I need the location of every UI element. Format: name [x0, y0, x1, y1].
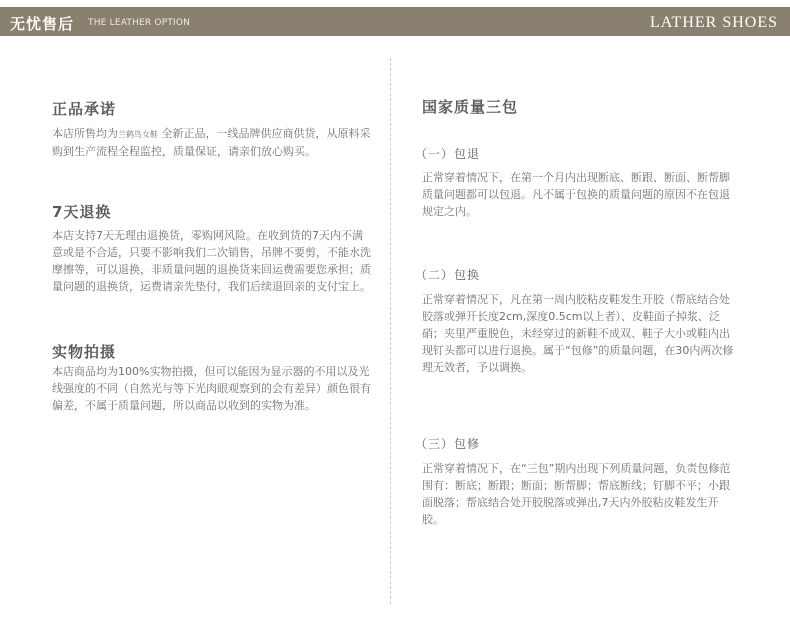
section-title-warranty: 国家质量三包: [422, 98, 519, 116]
subsection-title-exchange: （二）包换: [415, 268, 481, 282]
subsection-text-exchange: 正常穿着情况下，凡在第一周内胶粘皮鞋发生开胶（帮底结合处胶落或弹开长度2cm,深度0.5cm以上者）、皮鞋面子掉浆、泛硝；夹里严重脱色，未经穿过的新鞋不成双、鞋子大小或鞋内出现钉头都可以进行退换。属于“包修”的质量问题，在30内两次修理无效者，予以调换。: [422, 293, 734, 374]
header-brand: LATHER SHOES: [649, 14, 778, 31]
header-subtitle: THE LEATHER OPTION: [88, 18, 191, 28]
brand-logo-text: 兰鹤鸟女鞋: [118, 130, 158, 139]
subsection-text-repair: 正常穿着情况下，在“三包”期内出现下列质量问题，负责包修范围有：断底；断跟；断面；断帮脚；帮底断线；钉脚不平；小跟 面脱落；帮底结合处开胶脱落或弹出,7天内外胶粘皮鞋发生开胶。: [422, 462, 731, 526]
section-text-photo: 本店商品均为100%实物拍摄，但可以能因为显示器的不用以及光线强度的不同（自然光与等下光肉眼观察到的会有差异）颜色很有偏差，不属于质量问题，所以商品以收到的实物为准。: [52, 365, 371, 412]
subsection-text-refund: 正常穿着情况下，在第一个月内出现断底、断跟、断面、断帮脚质量问题都可以包退。凡不属于包换的质量问题的原因不在包退规定之内。: [422, 171, 730, 218]
section-text-genuine: 本店所售均为兰鹤鸟女鞋 全新正品，一线品牌供应商供货，从原料采购到生产流程全程监控，质量保证，请亲们放心购买。: [52, 127, 371, 158]
subsection-title-refund: （一）包退: [415, 147, 481, 161]
header-title: 无忧售后: [10, 15, 75, 33]
section-title-return: 7天退换: [52, 203, 112, 221]
column-divider: [390, 58, 391, 604]
section-title-genuine: 正品承诺: [52, 100, 117, 118]
section-title-photo: 实物拍摄: [52, 343, 117, 361]
section-text-return: 本店支持7天无理由退换货，零购网风险。在收到货的7天内不满意或是不合适，只要不影响我们二次销售，吊牌不要剪，不能水洗摩擦等，可以退换，非质量问题的退换货来回运费需要您承担；质量问题的退换货，运费请亲先垫付，我们后续退回亲的支付宝上。: [52, 229, 371, 293]
header-bar: [0, 7, 790, 36]
subsection-title-repair: （三）包修: [415, 437, 481, 451]
